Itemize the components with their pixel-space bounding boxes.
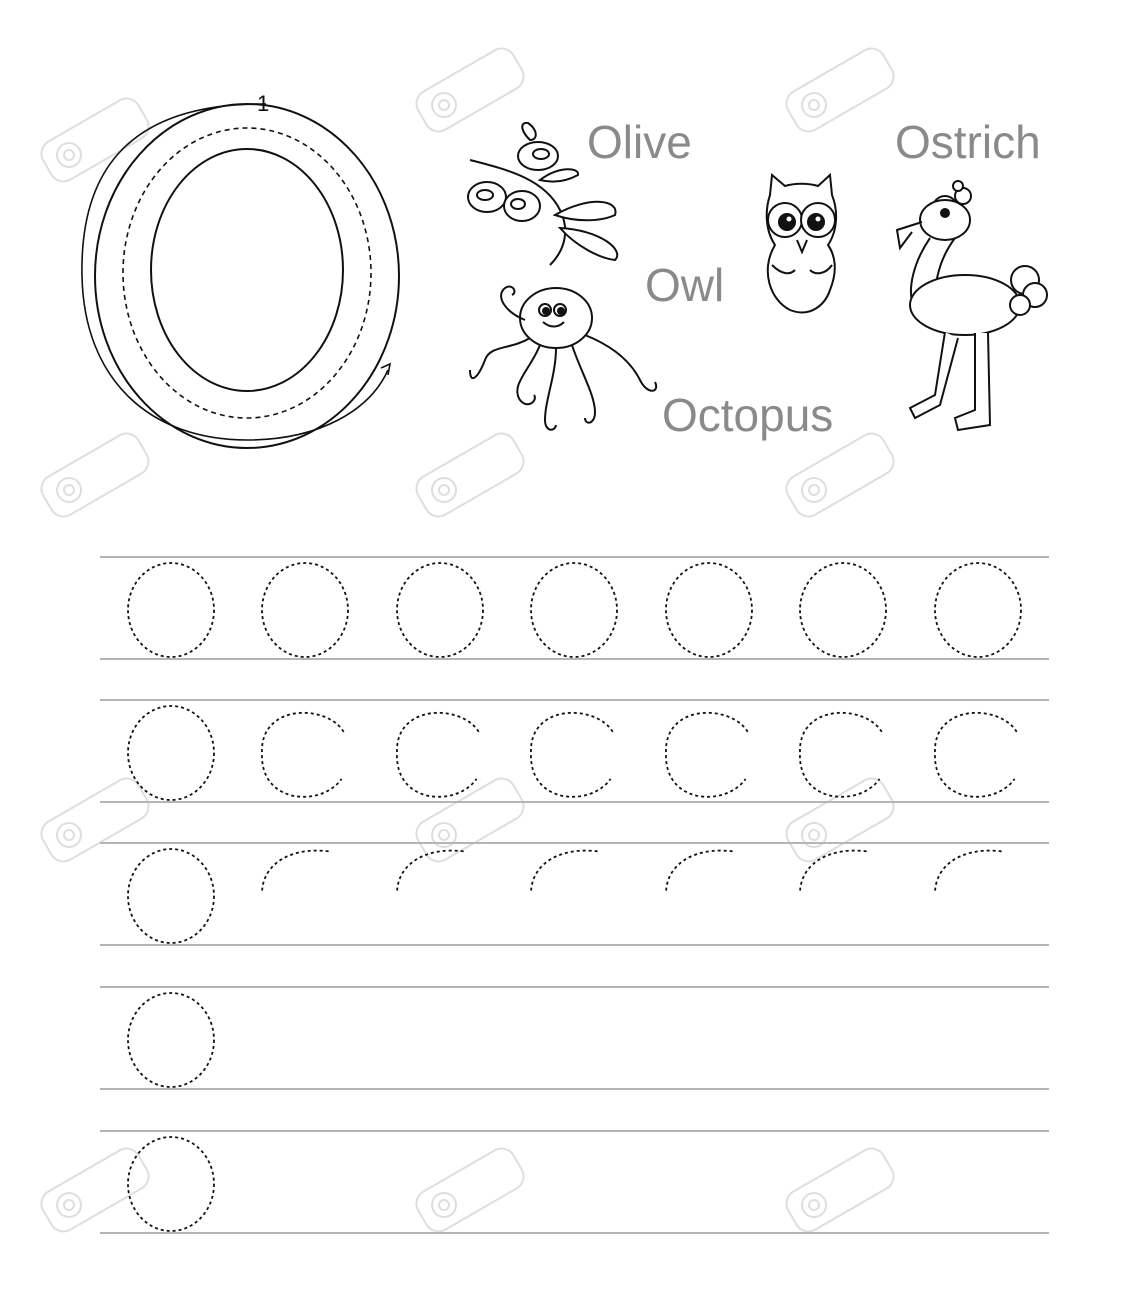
- tracing-letter-o[interactable]: [666, 563, 752, 657]
- stroke-number: 1: [257, 91, 270, 116]
- tracing-letter-o-start: [397, 851, 464, 894]
- tracing-letter-o-start: [531, 851, 598, 894]
- tracing-letter-o[interactable]: [128, 993, 214, 1087]
- tracing-letter-o-partial: [262, 713, 344, 797]
- tracing-letter-o-partial: [935, 713, 1017, 797]
- tracing-letter-o[interactable]: [128, 563, 214, 657]
- tracing-letter-o[interactable]: [128, 1137, 214, 1231]
- tracing-letter-o-partial: [800, 713, 882, 797]
- tracing-letter-o-partial: [666, 713, 748, 797]
- tracing-letter-o[interactable]: [531, 563, 617, 657]
- tracing-letter-o-start: [262, 851, 329, 894]
- tracing-letter-o[interactable]: [935, 563, 1021, 657]
- tracing-letter-o-start: [666, 851, 733, 894]
- tracing-letter-o[interactable]: [800, 563, 886, 657]
- tracing-letter-o-start: [800, 851, 867, 894]
- tracing-letter-o-start: [935, 851, 1002, 894]
- tracing-letter-o[interactable]: [128, 849, 214, 943]
- word-olive: Olive: [587, 116, 692, 168]
- tracing-letter-o-partial: [531, 713, 613, 797]
- word-owl: Owl: [645, 259, 725, 311]
- tracing-letter-o-partial: [397, 713, 479, 797]
- tracing-letter-o[interactable]: [397, 563, 483, 657]
- word-ostrich: Ostrich: [895, 116, 1041, 168]
- tracing-letter-o[interactable]: [128, 706, 214, 800]
- word-octopus: Octopus: [662, 389, 834, 441]
- tracing-letter-o[interactable]: [262, 563, 348, 657]
